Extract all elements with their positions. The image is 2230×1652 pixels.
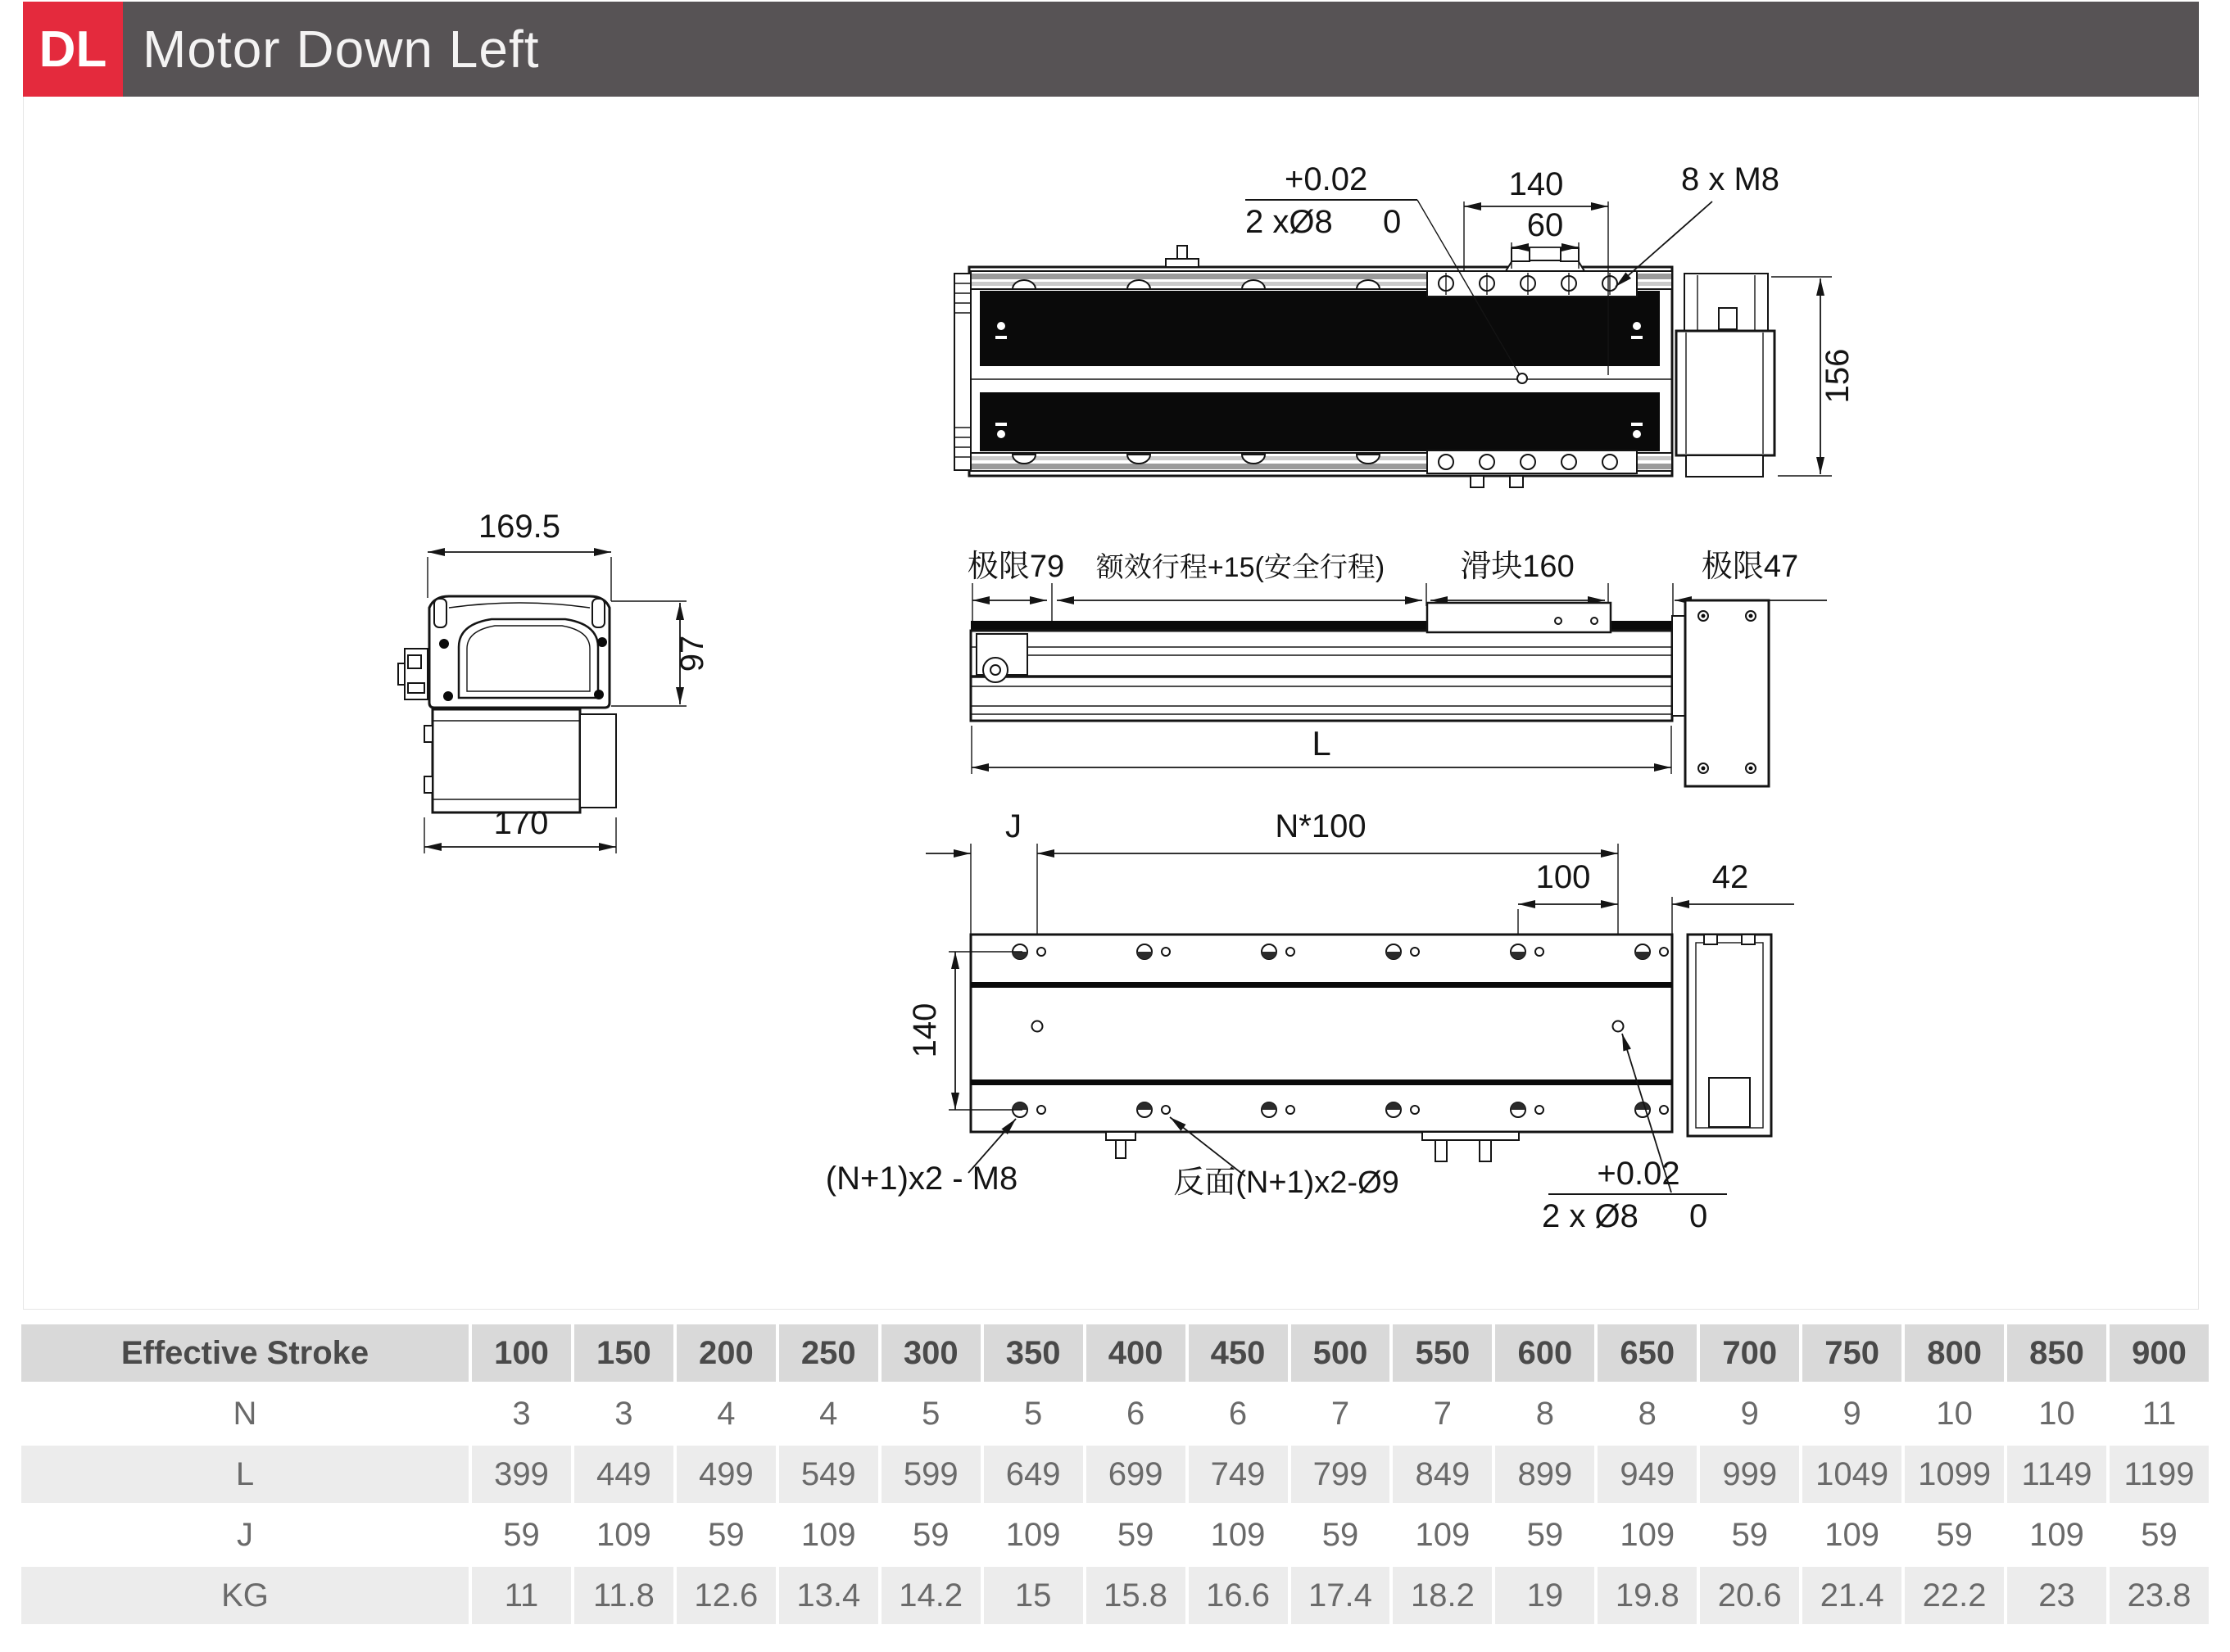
table-cell: 649 <box>984 1446 1083 1503</box>
table-cell: 799 <box>1291 1446 1390 1503</box>
side-top-strip-right <box>1611 621 1672 631</box>
top-view <box>954 161 1856 487</box>
limit-right-label: 极限47 <box>1701 550 1799 584</box>
table-cell: 12.6 <box>677 1567 776 1624</box>
end-view <box>398 509 710 853</box>
stroke-col-16: 850 <box>2007 1324 2106 1382</box>
table-cell: 59 <box>1495 1506 1594 1564</box>
table-cell: 449 <box>574 1446 673 1503</box>
table-cell: 549 <box>779 1446 878 1503</box>
stroke-col-9: 500 <box>1291 1324 1390 1382</box>
top-slider-plate <box>1427 248 1637 296</box>
table-cell: 11 <box>2110 1385 2209 1442</box>
stroke-col-12: 650 <box>1598 1324 1697 1382</box>
side-view <box>968 550 1827 786</box>
table-cell: 7 <box>1291 1385 1390 1442</box>
table-cell: 20.6 <box>1700 1567 1799 1624</box>
table-row-KG <box>21 1567 2209 1624</box>
table-cell: 17.4 <box>1291 1567 1390 1624</box>
bottom-dowel-right <box>1613 1021 1624 1032</box>
dim-170-label: 170 <box>493 805 549 841</box>
table-cell: 1099 <box>1905 1446 2004 1503</box>
table-cell: 59 <box>882 1506 981 1564</box>
top-motor-assembly <box>1676 274 1774 477</box>
table-cell: 4 <box>779 1385 878 1442</box>
table-cell: 18.2 <box>1393 1567 1492 1624</box>
top-sensor-tab <box>1166 246 1199 267</box>
bottom-dowel-left <box>1032 1021 1043 1032</box>
bottom-groove-upper <box>971 982 1672 988</box>
table-cell: 59 <box>1700 1506 1799 1564</box>
end-motor <box>424 709 616 812</box>
dim-97 <box>611 601 710 706</box>
stroke-col-13: 700 <box>1700 1324 1799 1382</box>
effective-stroke-label: 额效行程+15(安全行程) <box>1095 552 1385 583</box>
table-cell: 6 <box>1189 1385 1288 1442</box>
slider-label: 滑块160 <box>1460 550 1575 584</box>
table-cell: 949 <box>1598 1446 1697 1503</box>
table-cell: 9 <box>1802 1385 1901 1442</box>
stroke-col-14: 750 <box>1802 1324 1901 1382</box>
dim-L-label: L <box>1312 724 1331 763</box>
hole-callout: 2 xØ8 <box>1245 204 1333 240</box>
end-side-connector <box>398 649 428 699</box>
table-cell: 109 <box>1189 1506 1288 1564</box>
table-cell: 9 <box>1700 1385 1799 1442</box>
table-cell: 5 <box>882 1385 981 1442</box>
bottom-mount-screws <box>1422 1132 1519 1161</box>
table-cell: 749 <box>1189 1446 1288 1503</box>
table-cell: 109 <box>1598 1506 1697 1564</box>
table-cell: 21.4 <box>1802 1567 1901 1624</box>
dim-156-label: 156 <box>1820 348 1856 404</box>
thread-callout: 8 x M8 <box>1681 161 1780 197</box>
stroke-table-section <box>18 1321 2212 1627</box>
top-belt-band-lower <box>980 392 1660 451</box>
table-cell: 23 <box>2007 1567 2106 1624</box>
dowel-callout: 2 x Ø8 <box>1542 1198 1639 1234</box>
stroke-col-4: 250 <box>779 1324 878 1382</box>
table-cell: 59 <box>1086 1506 1185 1564</box>
dim-42-label: 42 <box>1711 859 1749 895</box>
stroke-col-5: 300 <box>882 1324 981 1382</box>
dim-n100-label: N*100 <box>1275 808 1367 844</box>
table-cell: 3 <box>574 1385 673 1442</box>
table-cell: 14.2 <box>882 1567 981 1624</box>
table-header-row <box>21 1324 2209 1382</box>
table-cell: 999 <box>1700 1446 1799 1503</box>
end-ear-right <box>592 599 605 627</box>
dowel-tol-upper: +0.02 <box>1597 1156 1680 1192</box>
stroke-col-6: 350 <box>984 1324 1083 1382</box>
end-ear-left <box>434 599 446 627</box>
dim-L <box>972 724 1671 774</box>
m8-callout-label: (N+1)x2 - M8 <box>825 1161 1018 1197</box>
dim-J-label: J <box>1005 808 1022 844</box>
row-label: L <box>21 1446 469 1503</box>
table-row-J <box>21 1506 2209 1564</box>
bottom-groove-lower <box>971 1079 1672 1085</box>
table-cell: 59 <box>472 1506 571 1564</box>
model-badge: DL <box>23 2 123 97</box>
table-cell: 599 <box>882 1446 981 1503</box>
stroke-col-11: 600 <box>1495 1324 1594 1382</box>
table-cell: 6 <box>1086 1385 1185 1442</box>
table-cell: 11.8 <box>574 1567 673 1624</box>
table-cell: 4 <box>677 1385 776 1442</box>
end-window <box>459 619 598 698</box>
table-cell: 8 <box>1598 1385 1697 1442</box>
dim-60-label: 60 <box>1526 207 1564 243</box>
top-dowel-hole <box>1517 373 1527 383</box>
bottom-sensor-tab <box>1106 1132 1135 1158</box>
table-cell: 13.4 <box>779 1567 878 1624</box>
table-cell: 109 <box>984 1506 1083 1564</box>
back-callout-label: 反面(N+1)x2-Ø9 <box>1173 1165 1399 1200</box>
limit-left-label: 极限79 <box>967 550 1065 584</box>
table-cell: 109 <box>2007 1506 2106 1564</box>
bottom-body <box>971 935 1672 1132</box>
row-label: N <box>21 1385 469 1442</box>
top-bottom-slider-plate <box>1427 450 1637 487</box>
table-cell: 109 <box>1802 1506 1901 1564</box>
table-cell: 19.8 <box>1598 1567 1697 1624</box>
table-cell: 3 <box>472 1385 571 1442</box>
table-cell: 1149 <box>2007 1446 2106 1503</box>
table-cell: 23.8 <box>2110 1567 2209 1624</box>
table-cell: 22.2 <box>1905 1567 2004 1624</box>
table-cell: 59 <box>1905 1506 2004 1564</box>
side-top-strip-left <box>971 621 1427 631</box>
table-cell: 699 <box>1086 1446 1185 1503</box>
table-cell: 7 <box>1393 1385 1492 1442</box>
side-idler-end <box>977 634 1027 682</box>
effective-stroke-header: Effective Stroke <box>21 1324 469 1382</box>
table-cell: 849 <box>1393 1446 1492 1503</box>
side-slider-block <box>1427 603 1611 632</box>
stroke-col-17: 900 <box>2110 1324 2209 1382</box>
row-label: KG <box>21 1567 469 1624</box>
stroke-table <box>18 1321 2212 1627</box>
top-belt-band-upper <box>980 291 1660 366</box>
dim-140-label: 140 <box>1508 166 1564 202</box>
dim-169p5-label: 169.5 <box>478 509 561 545</box>
page-title: Motor Down Left <box>143 20 540 79</box>
top-view-left-endcap <box>954 274 971 470</box>
stroke-col-8: 450 <box>1189 1324 1288 1382</box>
table-cell: 59 <box>2110 1506 2209 1564</box>
table-cell: 899 <box>1495 1446 1594 1503</box>
bottom-view <box>826 808 1794 1234</box>
table-row-L <box>21 1446 2209 1503</box>
table-cell: 59 <box>677 1506 776 1564</box>
table-cell: 109 <box>574 1506 673 1564</box>
dim-140v-label: 140 <box>907 1003 943 1058</box>
table-cell: 5 <box>984 1385 1083 1442</box>
table-cell: 109 <box>1393 1506 1492 1564</box>
dim-156 <box>1771 277 1856 476</box>
stroke-col-7: 400 <box>1086 1324 1185 1382</box>
side-motor <box>1672 600 1769 786</box>
table-row-N <box>21 1385 2209 1442</box>
table-cell: 399 <box>472 1446 571 1503</box>
table-cell: 1199 <box>2110 1446 2209 1503</box>
stroke-col-1: 100 <box>472 1324 571 1382</box>
table-cell: 15.8 <box>1086 1567 1185 1624</box>
dim-100-label: 100 <box>1535 859 1591 895</box>
row-label: J <box>21 1506 469 1564</box>
bottom-motor <box>1688 935 1771 1136</box>
table-cell: 1049 <box>1802 1446 1901 1503</box>
tolerance-upper: +0.02 <box>1285 161 1368 197</box>
table-cell: 109 <box>779 1506 878 1564</box>
dim-97-label: 97 <box>674 635 710 672</box>
stroke-col-10: 550 <box>1393 1324 1492 1382</box>
table-cell: 8 <box>1495 1385 1594 1442</box>
table-cell: 11 <box>472 1567 571 1624</box>
table-cell: 10 <box>1905 1385 2004 1442</box>
tolerance-lower: 0 <box>1383 204 1402 240</box>
table-cell: 10 <box>2007 1385 2106 1442</box>
table-cell: 59 <box>1291 1506 1390 1564</box>
table-cell: 19 <box>1495 1567 1594 1624</box>
stroke-col-2: 150 <box>574 1324 673 1382</box>
dim-169p5 <box>428 509 611 601</box>
table-cell: 499 <box>677 1446 776 1503</box>
table-cell: 15 <box>984 1567 1083 1624</box>
stroke-col-15: 800 <box>1905 1324 2004 1382</box>
table-cell: 16.6 <box>1189 1567 1288 1624</box>
stroke-col-3: 200 <box>677 1324 776 1382</box>
dowel-tol-lower: 0 <box>1689 1198 1708 1234</box>
